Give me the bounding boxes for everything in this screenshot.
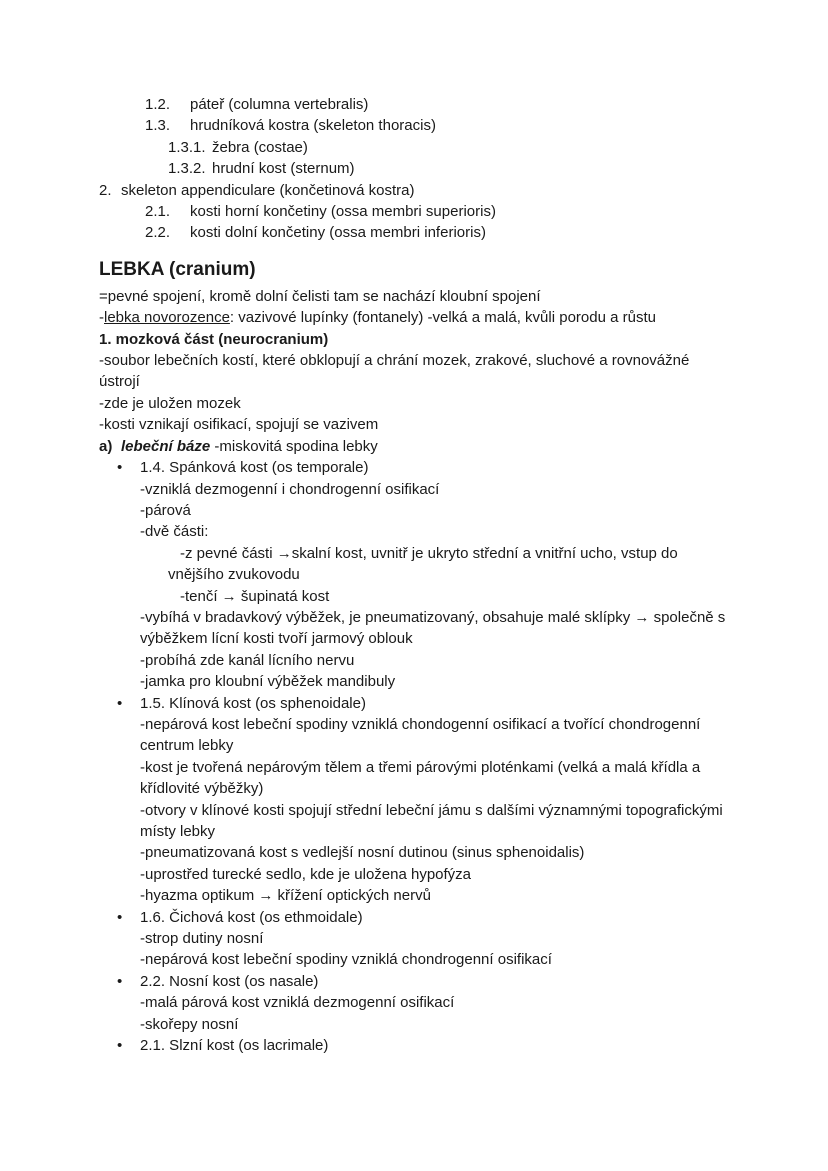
bullet-title: 1.6. Čichová kost (os ethmoidale) bbox=[140, 908, 363, 926]
text-run: -miskovitá spodina lebky bbox=[210, 437, 378, 455]
paragraph: -kosti vznikají osifikací, spojují se vazivem bbox=[99, 416, 379, 434]
outline-number: 1.2. bbox=[145, 96, 171, 113]
outline-item bbox=[99, 115, 729, 136]
outline-number: 1.3. bbox=[145, 117, 171, 135]
bullet-subline: -probíhá zde kanál lícního nervu bbox=[140, 651, 355, 669]
outline-item bbox=[99, 201, 729, 222]
paragraph: =pevné spojení, kromě dolní čelisti tam se nachází kloubní spojení bbox=[99, 287, 541, 305]
bullet-subline: -párová bbox=[140, 501, 191, 519]
bullet-title: 2.1. Slzní kost (os lacrimale) bbox=[140, 1037, 329, 1055]
outline-text: hrudníková kostra (skeleton thoracis) bbox=[190, 117, 436, 135]
bullet-icon: • bbox=[117, 972, 123, 990]
bullet-subline: -otvory v klínové kosti spojují střední lebeční jámu s dalšími významnými topografickými místy lebky bbox=[140, 801, 723, 840]
bullet-icon: • bbox=[117, 694, 123, 712]
text-run: : vazivové lupínky (fontanely) -velká a malá, kvůli porodu a růstu bbox=[229, 309, 656, 327]
bullet-subline: -z pevné části →skalní kost, uvnitř je ukryto střední a vnitřní ucho, vstup do vnějšího zvukovodu bbox=[168, 544, 678, 584]
bullet-subline: -strop dutiny nosní bbox=[140, 930, 264, 948]
text-run: - bbox=[99, 309, 104, 327]
bullet-subline: -jamka pro kloubní výběžek mandibuly bbox=[140, 673, 396, 691]
outline-item bbox=[99, 222, 729, 243]
bullet-item bbox=[99, 1035, 729, 1056]
bullet-subline: -hyazma optikum → křížení optických nervů bbox=[140, 887, 431, 905]
outline-text: páteř (columna vertebralis) bbox=[190, 96, 369, 113]
bullet-title: 1.5. Klínová kost (os sphenoidale) bbox=[140, 694, 366, 712]
list-label: a) bbox=[99, 437, 113, 455]
bullet-subline: -vzniklá dezmogenní i chondrogenní osifikací bbox=[140, 480, 440, 498]
bullet-subline: -kost je tvořená nepárovým tělem a třemi párovými ploténkami (velká a malá křídla a křídlovité výběžky) bbox=[140, 758, 701, 798]
outline-text: kosti dolní končetiny (ossa membri inferioris) bbox=[190, 224, 486, 242]
list-title: lebeční báze bbox=[121, 437, 211, 455]
bullet-item bbox=[99, 971, 729, 992]
section-heading: LEBKA (cranium) bbox=[99, 258, 256, 280]
outline-text: kosti horní končetiny (ossa membri superioris) bbox=[190, 203, 496, 221]
outline-number: 1.3.1. bbox=[168, 138, 206, 156]
subheading: 1. mozková část (neurocranium) bbox=[99, 330, 329, 348]
outline-item bbox=[99, 158, 729, 179]
list-item-a bbox=[99, 436, 729, 457]
outline-item bbox=[99, 94, 729, 115]
bullet-subline: -skořepy nosní bbox=[140, 1015, 239, 1033]
paragraph: -zde je uložen mozek bbox=[99, 394, 241, 412]
outline-text: skeleton appendiculare (končetinová kostra) bbox=[121, 181, 415, 199]
bullet-subline: -uprostřed turecké sedlo, kde je uložena hypofýza bbox=[140, 865, 472, 883]
bullet-subline: -nepárová kost lebeční spodiny vzniklá chondrogenní osifikací bbox=[140, 951, 552, 969]
bullet-title: 2.2. Nosní kost (os nasale) bbox=[140, 972, 319, 990]
outline-number: 2. bbox=[99, 181, 112, 199]
outline-number: 1.3.2. bbox=[168, 160, 206, 178]
bullet-subline: -dvě části: bbox=[140, 523, 209, 541]
bullet-title: 1.4. Spánková kost (os temporale) bbox=[140, 459, 369, 477]
outline-number: 2.1. bbox=[145, 203, 171, 221]
paragraph bbox=[99, 307, 729, 328]
outline-item bbox=[99, 137, 729, 158]
bullet-item bbox=[99, 907, 729, 928]
underlined-text: lebka novorozence bbox=[104, 309, 230, 327]
outline-text: hrudní kost (sternum) bbox=[212, 160, 355, 178]
bullet-item bbox=[99, 693, 729, 714]
bullet-subline: -vybíhá v bradavkový výběžek, je pneumatizovaný, obsahuje malé sklípky → společně s výběžkem lícní kosti tvoří jarmový oblouk bbox=[140, 608, 726, 648]
outline-item bbox=[99, 180, 729, 201]
bullet-icon: • bbox=[117, 908, 123, 926]
bullet-subline: -malá párová kost vzniklá dezmogenní osifikací bbox=[140, 994, 455, 1012]
bullet-item bbox=[99, 457, 729, 478]
bullet-subline: -tenčí → šupinatá kost bbox=[180, 587, 330, 605]
bullet-icon: • bbox=[117, 459, 123, 477]
bullet-icon: • bbox=[117, 1037, 123, 1055]
bullet-subline: -pneumatizovaná kost s vedlejší nosní dutinou (sinus sphenoidalis) bbox=[140, 844, 585, 862]
bullet-subline: -nepárová kost lebeční spodiny vzniklá chondogenní osifikací a tvořící chondrogenní centrum lebky bbox=[140, 715, 701, 755]
paragraph: -soubor lebečních kostí, které obklopují a chrání mozek, zrakové, sluchové a rovnovážné ústrojí bbox=[99, 352, 690, 391]
outline-text: žebra (costae) bbox=[212, 138, 308, 156]
outline-number: 2.2. bbox=[145, 224, 171, 242]
